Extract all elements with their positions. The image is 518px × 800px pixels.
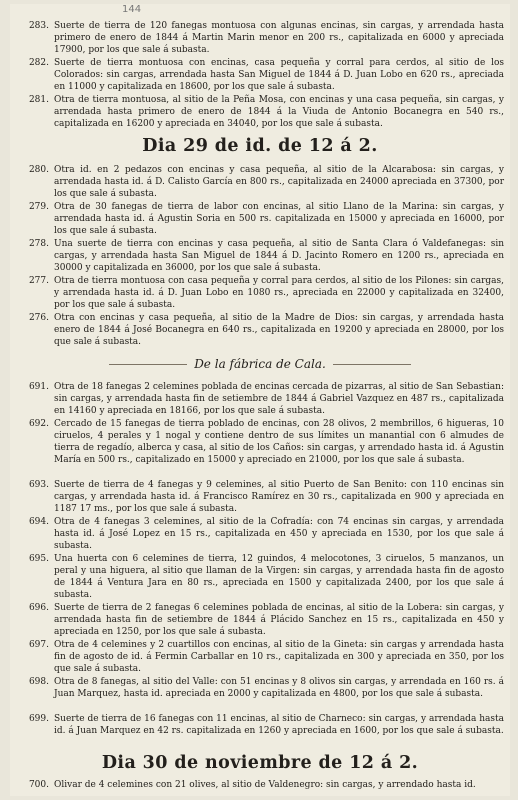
page-number: 144 xyxy=(122,4,142,15)
lot-entry xyxy=(10,381,510,417)
lot-number: 276. xyxy=(28,313,49,323)
lot-number: 693. xyxy=(28,480,49,490)
lot-number: 696. xyxy=(28,603,49,613)
lot-description: Suerte de tierra de 16 fanegas con 11 encinas, al sitio de Charneco: sin cargas, y arrendada hasta id. á Juan Marquez en 42 rs. capitalizada en 1260 y apreciada en 1600, por los que sale á subasta. xyxy=(54,714,504,737)
lot-number: 279. xyxy=(28,202,49,212)
lot-number: 698. xyxy=(28,677,49,687)
lot-description: Otra de tierra montuosa, al sitio de la Peña Mosa, con encinas y una casa pequeña, sin cargas, y arrendada hasta primero de enero de 1844 á la Viuda de Antonio Bocanegra en 540 rs., capitalizada en 16200 y apreciada en 34040, por los que sale á subasta. xyxy=(54,95,504,130)
lot-entry xyxy=(10,275,510,311)
lot-description: Suerte de tierra de 2 fanegas 6 celemines poblada de encinas, al sitio de la Lobera: sin cargas, y arrendada hasta fin de setiembre de 1844 á Plácido Sanchez en 15 rs., capitalizada en 450 y apreciada en 1250, por los que sale á subasta. xyxy=(54,603,504,638)
lot-number: 283. xyxy=(28,21,49,31)
lot-entry xyxy=(10,201,510,237)
lot-entry xyxy=(10,20,510,56)
auction-date-heading: Dia 29 de id. de 12 á 2. xyxy=(142,136,378,156)
lot-description: Olivar de 4 celemines con 21 olives, al sitio de Valdenegro: sin cargas, y arrendado hasta id. xyxy=(54,780,476,790)
lot-entry xyxy=(10,94,510,130)
lot-description: Otra de 4 fanegas 3 celemines, al sitio de la Cofradía: con 74 encinas sin cargas, y arrendada hasta id. á José Lopez en 15 rs., capitalizada en 450 y apreciada en 1530, por los que sale á subasta. xyxy=(54,517,504,552)
lot-description: Suerte de tierra montuosa con encinas, casa pequeña y corral para cerdos, al sitio de los Colorados: sin cargas, arrendada hasta San Miguel de 1844 á D. Juan Lobo en 620 rs., apreciada en 11000 y capitalizada en 18600, por los que sale á subasta. xyxy=(54,58,504,93)
lot-entry xyxy=(10,238,510,274)
lot-description: Otra de 30 fanegas de tierra de labor con encinas, al sitio Llano de la Marina: sin cargas, y arrendada hasta id. á Agustin Soria en 500 rs. capitalizada en 15000 y apreciada en 16000, por los que sale á subasta. xyxy=(54,202,504,237)
lot-entry xyxy=(10,676,510,700)
lot-number: 694. xyxy=(28,517,49,527)
lot-number: 699. xyxy=(28,714,49,724)
lot-description: Suerte de tierra de 4 fanegas y 9 celemines, al sitio Puerto de San Benito: con 110 encinas sin cargas, y arrendada hasta id. á Francisco Ramírez en 30 rs., capitalizada en 900 y apreciada en 1187 17 ms., por los que sale á subasta. xyxy=(54,480,504,515)
section-rule-right xyxy=(333,364,411,365)
lot-entry xyxy=(10,164,510,200)
lot-description: Otra de tierra montuosa con casa pequeña y corral para cerdos, al sitio de los Pilones: sin cargas, y arrendada hasta id. á D. Juan Lobo en 1080 rs., apreciada en 22000 y capitalizada en 32400, por los que sale á subasta. xyxy=(54,276,504,311)
lot-number: 280. xyxy=(28,165,49,175)
lot-description: Otra de 8 fanegas, al sitio del Valle: con 51 encinas y 8 olivos sin cargas, y arrendada en 160 rs. á Juan Marquez, hasta id. apreciada en 2000 y capitalizada en 4800, por los que sale á subasta. xyxy=(54,677,504,700)
lot-description: Otra con encinas y casa pequeña, al sitio de la Madre de Dios: sin cargas, y arrendada hasta enero de 1844 á José Bocanegra en 640 rs., capitalizada en 19200 y apreciada en 28000, por los que sale á subasta. xyxy=(54,313,504,348)
section-title: De la fábrica de Cala. xyxy=(194,357,326,371)
lot-entry xyxy=(10,779,510,791)
lot-number: 277. xyxy=(28,276,49,286)
lot-entry xyxy=(10,602,510,638)
lot-description: Otra de 18 fanegas 2 celemines poblada de encinas cercada de pizarras, al sitio de San Sebastian: sin cargas, y arrendada hasta fin de setiembre de 1844 á Gabriel Vazquez en 487 rs., capitalizada en 14160 y apreciada en 18166, por los que sale á subasta. xyxy=(54,382,504,417)
document-page xyxy=(10,4,510,796)
auction-date-heading: Dia 30 de noviembre de 12 á 2. xyxy=(101,753,419,773)
lot-entry xyxy=(10,57,510,93)
lot-number: 695. xyxy=(28,554,49,564)
lot-entry xyxy=(10,639,510,675)
lot-entry xyxy=(10,312,510,348)
lot-entry xyxy=(10,713,510,737)
section-rule-left xyxy=(109,364,187,365)
lot-entry xyxy=(10,516,510,552)
lot-number: 697. xyxy=(28,640,49,650)
lot-entry xyxy=(10,479,510,515)
lot-description: Otra id. en 2 pedazos con encinas y casa pequeña, al sitio de la Alcarabosa: sin cargas, y arrendada hasta id. á D. Calisto García en 800 rs., capitalizada en 24000 apreciada en 37300, por los que sale á subasta. xyxy=(54,165,504,200)
lot-number: 700. xyxy=(28,780,49,790)
lot-description: Otra de 4 celemines y 2 cuartillos con encinas, al sitio de la Gineta: sin cargas y arrendada hasta fin de agosto de id. á Fermin Carballar en 10 rs., capitalizada en 300 y apreciada en 350, por los que sale á subasta. xyxy=(54,640,504,675)
lot-description: Una suerte de tierra con encinas y casa pequeña, al sitio de Santa Clara ó Valdefanegas: sin cargas, y arrendada hasta San Miguel de 1844 á D. Jacinto Romero en 1200 rs., apreciada en 30000 y capitalizada en 36000, por los que sale á subasta. xyxy=(54,239,504,274)
lot-number: 278. xyxy=(28,239,49,249)
lot-number: 281. xyxy=(28,95,49,105)
lot-number: 282. xyxy=(28,58,49,68)
section-heading xyxy=(10,357,510,371)
lot-number: 691. xyxy=(28,382,49,392)
lot-description: Cercado de 15 fanegas de tierra poblado de encinas, con 28 olivos, 2 membrillos, 6 higueras, 10 ciruelos, 4 perales y 1 nogal y contiene dentro de sus límites un manantial con 6 almudes de tierra de regadío, alberca y casa, al sitio de los Caños: sin cargas, y arrendado hasta id. á Agustin María en 500 rs., capitalizado en 15000 y apreciado en 21000, por los que sale á subasta. xyxy=(54,419,504,466)
lot-entry xyxy=(10,553,510,601)
lot-description: Suerte de tierra de 120 fanegas montuosa con algunas encinas, sin cargas, y arrendada hasta primero de enero de 1844 á Martin Marin menor en 200 rs., capitalizada en 6000 y apreciada 17900, por los que sale á subasta. xyxy=(54,21,504,56)
lot-number: 692. xyxy=(28,419,49,429)
lot-entry xyxy=(10,418,510,466)
lot-description: Una huerta con 6 celemines de tierra, 12 guindos, 4 melocotones, 3 ciruelos, 5 manzanos, un peral y una higuera, al sitio que llaman de la Virgen: sin cargas, y arrendada hasta fin de agosto de 1844 á Ventura Jara en 80 rs., apreciada en 1500 y capitalizada 2400, por los que sale á subasta. xyxy=(54,554,504,601)
